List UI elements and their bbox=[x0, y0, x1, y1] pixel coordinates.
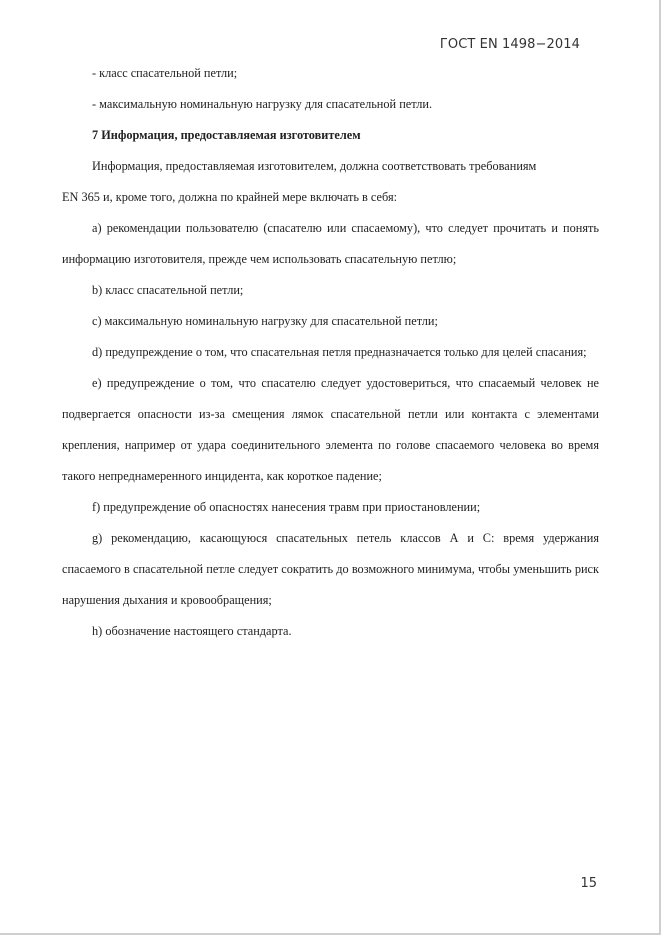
list-item-e: e) предупреждение о том, что спасателю следует удостовериться, что спасаемый человек не подвергается опасности из-за смещения лямок спасательной петли или контакта с элементами крепления, например от удара соединительного элемента по голове спасаемого человека во время такого непреднамеренного инцидента, как короткое падение; bbox=[62, 376, 599, 483]
list-item-max-load: - максимальную номинальную нагрузку для спасательной петли. bbox=[92, 97, 433, 111]
list-item-d: d) предупреждение о том, что спасательная петля предназначается только для целей спасания; bbox=[92, 345, 587, 359]
intro-line-1: Информация, предоставляемая изготовителем, должна соответствовать требованиям bbox=[92, 159, 537, 173]
list-item-g: g) рекомендацию, касающуюся спасательных петель классов А и С: время удержания спасаемого в спасательной петле следует сократить до возможного минимума, чтобы уменьшить риск нарушения дыхания и кровообращения; bbox=[62, 531, 599, 607]
intro-line-2: EN 365 и, кроме того, должна по крайней мере включать в себя: bbox=[62, 190, 398, 204]
list-item-h: h) обозначение настоящего стандарта. bbox=[92, 624, 292, 638]
section-heading: 7 Информация, предоставляемая изготовителем bbox=[92, 128, 361, 142]
list-item-a: a) рекомендации пользователю (спасателю или спасаемому), что следует прочитать и понять информацию изготовителя, прежде чем использовать спасательную петлю; bbox=[62, 221, 599, 266]
list-item-class: - класс спасательной петли; bbox=[92, 66, 238, 80]
list-item-b: b) класс спасательной петли; bbox=[92, 283, 244, 297]
page-number: 15 bbox=[580, 876, 597, 891]
list-item-f: f) предупреждение об опасностях нанесения травм при приостановлении; bbox=[92, 500, 481, 514]
standard-code-header: ГОСТ EN 1498−2014 bbox=[439, 37, 580, 52]
list-item-c: c) максимальную номинальную нагрузку для спасательной петли; bbox=[92, 314, 438, 328]
document-body bbox=[62, 58, 599, 647]
